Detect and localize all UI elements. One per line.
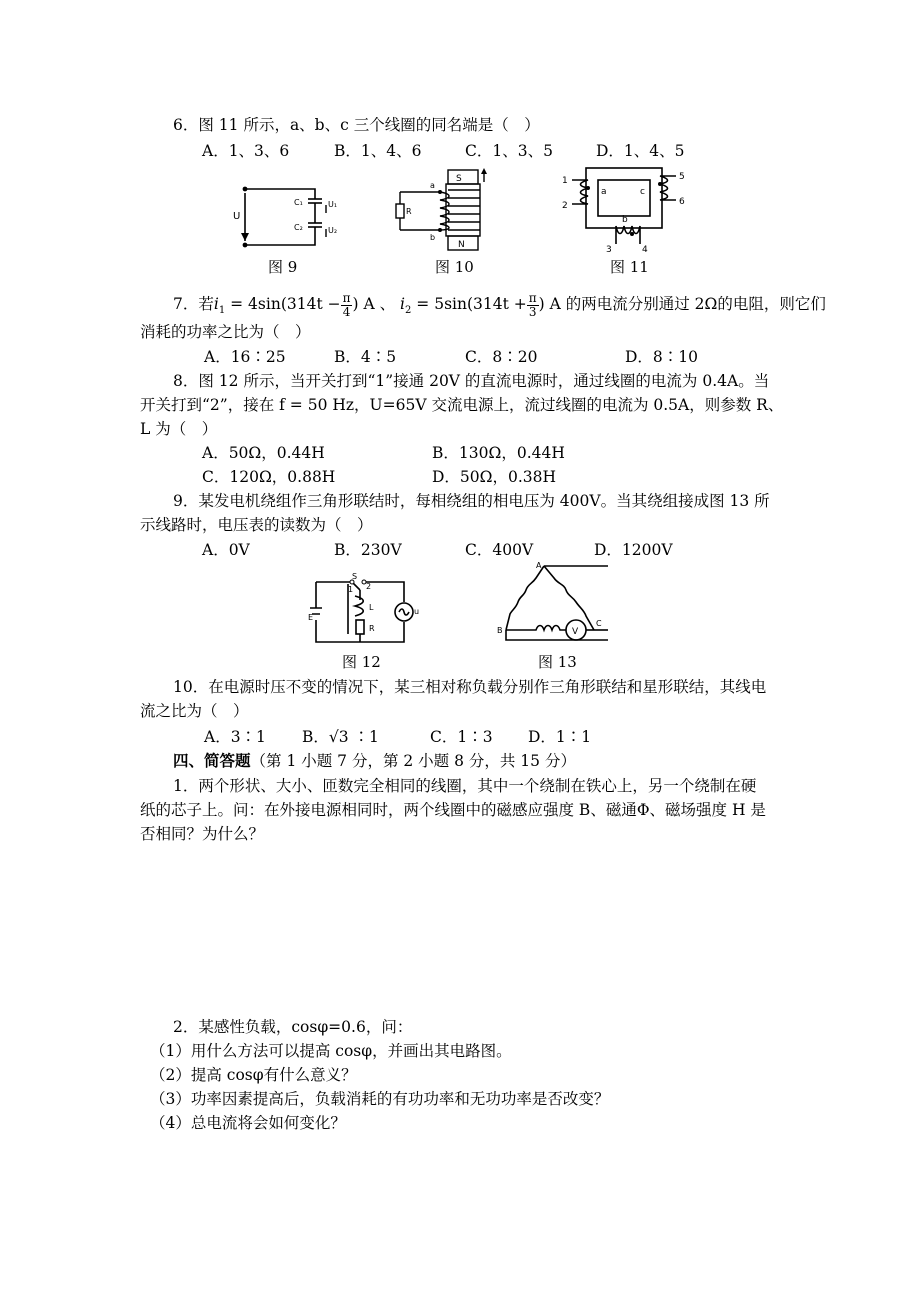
q10-option-a: A．3∶1 [204,728,266,746]
q10-option-c: C．1∶3 [430,728,493,746]
figure-12 [308,572,418,650]
fig11-label-2: 2 [562,201,568,211]
fig11-caption: 图 11 [610,258,649,276]
q8-option-b: B．130Ω，0.44H [432,444,565,462]
fig11-label-c: c [640,187,645,197]
fig9-label-c1: C₁ [294,198,303,207]
q7-option-c: C．8∶20 [465,348,538,366]
fig9-label-u1: U₁ [328,200,338,209]
figure-10 [396,168,496,254]
fig13-label-a: A [536,561,542,570]
q7-option-d: D．8∶10 [625,348,699,366]
fig12-label-l: L [369,603,374,612]
fig10-label-r: R [406,207,412,216]
section4-heading [173,751,576,771]
section4-note: （第 1 小题 7 分，第 2 小题 8 分，共 15 分） [250,752,576,770]
q8-line3: L 为（ ） [140,420,218,438]
fig12-label-u: u [414,607,420,616]
fig9-label-u: U [233,211,241,222]
fig10-label-s: S [456,174,462,184]
fig12-label-s: S [352,572,358,581]
sq2-item-1: （1）用什么方法可以提高 cosφ，并画出其电路图。 [150,1042,512,1060]
q10-option-b: B．√3 ∶1 [302,728,379,746]
figure-11 [558,164,690,254]
q8-option-d: D．50Ω，0.38H [432,468,557,486]
fig10-label-a: a [430,181,435,190]
q9-line1: 9．某发电机绕组作三角形联结时，每相绕组的相电压为 400V。当其绕组接成图 13 所 [173,492,770,510]
q7-option-a: A．16∶25 [204,348,286,366]
q10-line1: 10．在电源时压不变的情况下，某三相对称负载分别作三角形联结和星形联结，其线电 [173,678,767,696]
fig12-label-1: 1 [348,585,354,594]
q9-option-c: C．400V [465,541,534,559]
fig10-label-n: N [458,240,465,250]
fig12-label-r: R [369,624,375,633]
q9-option-d: D．1200V [594,541,673,559]
q10-option-d: D．1∶1 [528,728,592,746]
sq1-line2: 纸的芯子上。问：在外接电源相同时，两个线圈中的磁感应强度 B、磁通Φ、磁场强度 H 是 [140,801,766,819]
fig11-label-a: a [601,187,607,197]
q7-frac2: $\frac{\pi}{3}$ [528,290,537,319]
fig12-label-e: E [308,613,314,622]
q8-option-a: A．50Ω，0.44H [202,444,325,462]
fig13-label-c: C [596,619,602,628]
figure-9 [230,183,340,251]
q9-option-b: B．230V [334,541,402,559]
fig11-label-1: 1 [562,176,568,186]
fig11-label-b: b [622,215,628,225]
sq2-item-4: （4）总电流将会如何变化？ [150,1114,346,1132]
fig11-label-5: 5 [679,172,685,182]
q8-line1: 8．图 12 所示，当开关打到“1”接通 20V 的直流电源时，通过线圈的电流为 0.4A。当 [173,372,770,390]
q6-option-c: C．1、3、5 [465,142,553,160]
fig12-caption: 图 12 [342,653,381,671]
q8-option-c: C．120Ω，0.88H [202,468,336,486]
fig13-label-v: V [572,627,579,637]
q7-frac1: $\frac{\pi}{4}$ [342,290,351,319]
sq2-item-3: （3）功率因素提高后，负载消耗的有功功率和无功功率是否改变？ [150,1090,610,1108]
q6-option-d: D．1、4、5 [596,142,685,160]
q6-stem: 6．图 11 所示，a、b、c 三个线圈的同名端是（ ） [173,116,540,134]
q9-option-a: A．0V [202,541,250,559]
fig10-caption: 图 10 [435,258,474,276]
sq1-line1: 1．两个形状、大小、匝数完全相同的线圈，其中一个绕制在铁心上，另一个绕制在硬 [173,777,757,795]
q6-option-b: B．1、4、6 [334,142,422,160]
fig11-label-3: 3 [606,245,612,255]
sq2-item-2: （2）提高 cosφ有什么意义？ [150,1066,357,1084]
q8-line2: 开关打到“2”，接在 f = 50 Hz，U=65V 交流电源上，流过线圈的电流为 0.5A，则参数 R、 [140,396,784,414]
q9-line2: 示线路时，电压表的读数为（ ） [140,516,373,534]
fig9-caption: 图 9 [268,258,298,276]
fig13-caption: 图 13 [538,653,577,671]
fig13-label-b: B [497,626,503,635]
fig9-label-u2: U₂ [328,226,338,235]
q7-stem: 7．若$i_1 = 4\sin(314t$ − $\frac{\pi}{4}$ ) A 、 $i_2 = 5\sin(314t$ + $\frac{\pi}{3}$ ) A 的两电流分别通过 2Ω的电阻，则它们 [173,290,826,319]
section4-title: 四、简答题 [173,751,251,770]
q7-line2: 消耗的功率之比为（ ） [140,323,311,341]
fig12-label-2: 2 [366,582,372,591]
figure-13 [496,560,616,648]
fig9-label-c2: C₂ [294,223,303,232]
fig10-label-b: b [430,233,436,242]
q7-option-b: B．4∶5 [334,348,397,366]
sq1-line3: 否相同？为什么？ [140,825,265,843]
fig11-label-4: 4 [642,245,648,255]
sq2-line1: 2．某感性负载，cosφ=0.6，问： [173,1018,413,1036]
q10-line2: 流之比为（ ） [140,702,249,720]
fig11-label-6: 6 [679,197,685,207]
q6-option-a: A．1、3、6 [202,142,290,160]
